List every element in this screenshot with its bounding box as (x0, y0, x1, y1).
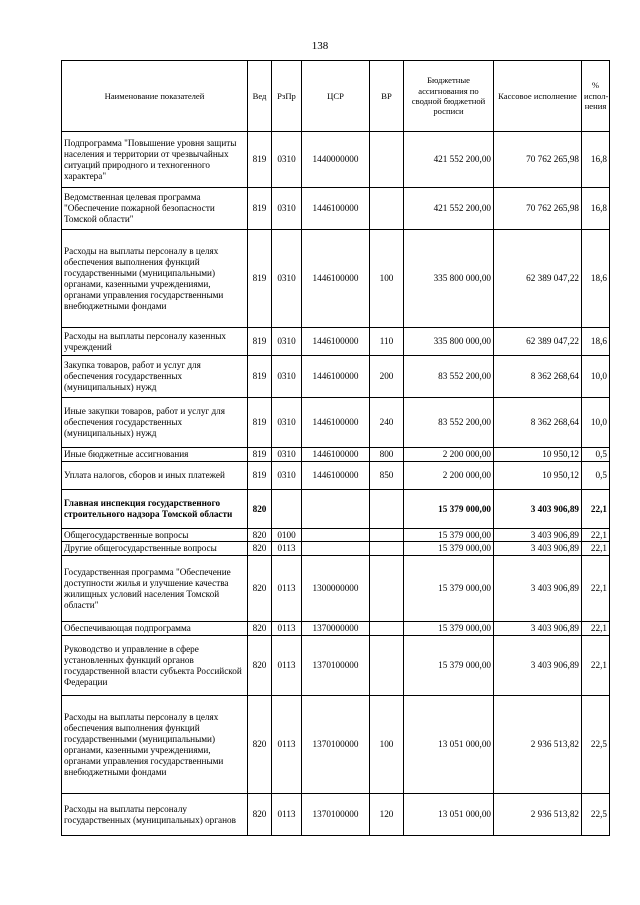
row-cash: 70 762 265,98 (494, 132, 582, 188)
table-row (62, 794, 610, 836)
row-ved: 820 (248, 556, 272, 622)
row-assignment: 335 800 000,00 (404, 230, 494, 328)
row-assignment: 335 800 000,00 (404, 328, 494, 356)
row-name: Иные закупки товаров, работ и услуг для обеспечения государственных (муниципальных) нужд (62, 398, 248, 448)
row-ved: 819 (248, 356, 272, 398)
row-rzpr: 0113 (272, 696, 302, 794)
budget-table (61, 60, 610, 836)
row-csr: 1370100000 (302, 696, 370, 794)
row-assignment: 2 200 000,00 (404, 448, 494, 462)
row-csr: 1446100000 (302, 188, 370, 230)
table-row (62, 556, 610, 622)
row-percent: 22,1 (582, 636, 610, 696)
row-name: Иные бюджетные ассигнования (62, 448, 248, 462)
row-ved: 819 (248, 328, 272, 356)
row-name: Руководство и управление в сфере установленных функций органов государственной власти субъекта Российской Федерации (62, 636, 248, 696)
table-row (62, 636, 610, 696)
row-cash: 10 950,12 (494, 462, 582, 490)
row-ved: 819 (248, 188, 272, 230)
row-rzpr: 0113 (272, 794, 302, 836)
row-vr: 120 (370, 794, 404, 836)
row-name: Уплата налогов, сборов и иных платежей (62, 462, 248, 490)
row-name: Ведомственная целевая программа "Обеспечение пожарной безопасности Томской области" (62, 188, 248, 230)
row-cash: 62 389 047,22 (494, 230, 582, 328)
row-csr: 1370100000 (302, 636, 370, 696)
table-row (62, 230, 610, 328)
row-ved: 820 (248, 622, 272, 636)
row-name: Расходы на выплаты персоналу казенных учреждений (62, 328, 248, 356)
row-name: Главная инспекция государственного строительного надзора Томской области (62, 490, 248, 529)
header-assignments: Бюджетные ассигнования по сводной бюджетной росписи (404, 61, 494, 132)
row-assignment: 83 552 200,00 (404, 356, 494, 398)
table-row (62, 398, 610, 448)
row-assignment: 15 379 000,00 (404, 556, 494, 622)
row-assignment: 15 379 000,00 (404, 622, 494, 636)
row-name: Государственная программа "Обеспечение доступности жилья и улучшение качества жилищных условий населения Томской области" (62, 556, 248, 622)
row-assignment: 15 379 000,00 (404, 542, 494, 556)
row-csr: 1446100000 (302, 356, 370, 398)
row-percent: 16,8 (582, 188, 610, 230)
row-percent: 22,1 (582, 542, 610, 556)
table-row (62, 448, 610, 462)
row-csr: 1446100000 (302, 230, 370, 328)
row-csr (302, 490, 370, 529)
row-ved: 820 (248, 636, 272, 696)
row-ved: 819 (248, 132, 272, 188)
table-row (62, 188, 610, 230)
row-rzpr: 0113 (272, 542, 302, 556)
row-rzpr: 0113 (272, 636, 302, 696)
row-cash: 3 403 906,89 (494, 542, 582, 556)
row-assignment: 15 379 000,00 (404, 490, 494, 529)
row-rzpr: 0100 (272, 529, 302, 542)
row-cash: 2 936 513,82 (494, 696, 582, 794)
row-csr: 1446100000 (302, 448, 370, 462)
header-ved: Вед (248, 61, 272, 132)
row-vr: 200 (370, 356, 404, 398)
row-percent: 22,1 (582, 622, 610, 636)
header-cash-execution: Кассовое исполнение (494, 61, 582, 132)
row-cash: 10 950,12 (494, 448, 582, 462)
row-cash: 3 403 906,89 (494, 490, 582, 529)
row-rzpr: 0310 (272, 328, 302, 356)
row-vr (370, 132, 404, 188)
table-header-row (62, 61, 610, 132)
row-name: Расходы на выплаты персоналу в целях обеспечения выполнения функций государственными (муниципальными) органами, казенными учреждениями, органами управления государственными внебюджетными фондами (62, 230, 248, 328)
row-ved: 820 (248, 794, 272, 836)
row-percent: 22,1 (582, 529, 610, 542)
row-assignment: 13 051 000,00 (404, 794, 494, 836)
row-ved: 819 (248, 398, 272, 448)
table-row (62, 622, 610, 636)
row-cash: 62 389 047,22 (494, 328, 582, 356)
row-cash: 2 936 513,82 (494, 794, 582, 836)
row-cash: 3 403 906,89 (494, 622, 582, 636)
row-name: Другие общегосударственные вопросы (62, 542, 248, 556)
row-name: Расходы на выплаты персоналу в целях обеспечения выполнения функций государственными (муниципальными) органами, казенными учреждениями, органами управления государственными внебюджетными фондами (62, 696, 248, 794)
header-vr: ВР (370, 61, 404, 132)
row-name: Подпрограмма "Повышение уровня защиты населения и территории от чрезвычайных ситуаций природного и техногенного характера" (62, 132, 248, 188)
row-name: Закупка товаров, работ и услуг для обеспечения государственных (муниципальных) нужд (62, 356, 248, 398)
row-ved: 820 (248, 490, 272, 529)
row-rzpr: 0310 (272, 356, 302, 398)
row-vr (370, 542, 404, 556)
row-ved: 820 (248, 696, 272, 794)
row-rzpr: 0310 (272, 398, 302, 448)
row-vr: 110 (370, 328, 404, 356)
table-row (62, 696, 610, 794)
row-vr: 100 (370, 230, 404, 328)
page-number: 138 (311, 40, 329, 52)
row-percent: 10,0 (582, 398, 610, 448)
row-assignment: 15 379 000,00 (404, 529, 494, 542)
row-percent: 16,8 (582, 132, 610, 188)
row-assignment: 15 379 000,00 (404, 636, 494, 696)
row-cash: 70 762 265,98 (494, 188, 582, 230)
row-assignment: 421 552 200,00 (404, 188, 494, 230)
row-csr: 1440000000 (302, 132, 370, 188)
row-vr: 240 (370, 398, 404, 448)
header-percent: % испол-нения (582, 61, 610, 132)
row-ved: 820 (248, 542, 272, 556)
row-percent: 18,6 (582, 328, 610, 356)
row-rzpr: 0310 (272, 230, 302, 328)
row-csr (302, 529, 370, 542)
row-vr (370, 490, 404, 529)
row-vr (370, 622, 404, 636)
row-percent: 0,5 (582, 462, 610, 490)
row-percent: 0,5 (582, 448, 610, 462)
row-percent: 22,5 (582, 696, 610, 794)
row-percent: 10,0 (582, 356, 610, 398)
row-assignment: 13 051 000,00 (404, 696, 494, 794)
row-vr: 100 (370, 696, 404, 794)
row-name: Расходы на выплаты персоналу государственных (муниципальных) органов (62, 794, 248, 836)
row-assignment: 2 200 000,00 (404, 462, 494, 490)
table-row (62, 328, 610, 356)
row-rzpr: 0310 (272, 132, 302, 188)
row-name: Общегосударственные вопросы (62, 529, 248, 542)
row-rzpr: 0310 (272, 462, 302, 490)
row-csr (302, 542, 370, 556)
row-csr: 1370000000 (302, 622, 370, 636)
row-rzpr (272, 490, 302, 529)
row-percent: 18,6 (582, 230, 610, 328)
table-row (62, 462, 610, 490)
row-ved: 820 (248, 529, 272, 542)
row-rzpr: 0310 (272, 188, 302, 230)
row-csr: 1300000000 (302, 556, 370, 622)
table-row (62, 542, 610, 556)
row-vr: 800 (370, 448, 404, 462)
row-assignment: 421 552 200,00 (404, 132, 494, 188)
row-percent: 22,1 (582, 556, 610, 622)
row-rzpr: 0113 (272, 622, 302, 636)
table-row (62, 529, 610, 542)
row-percent: 22,5 (582, 794, 610, 836)
row-cash: 3 403 906,89 (494, 529, 582, 542)
header-rzpr: РзПр (272, 61, 302, 132)
table-row (62, 356, 610, 398)
table-row (62, 132, 610, 188)
row-percent: 22,1 (582, 490, 610, 529)
row-ved: 819 (248, 448, 272, 462)
row-vr (370, 188, 404, 230)
row-cash: 8 362 268,64 (494, 356, 582, 398)
row-csr: 1446100000 (302, 398, 370, 448)
row-cash: 8 362 268,64 (494, 398, 582, 448)
row-assignment: 83 552 200,00 (404, 398, 494, 448)
row-csr: 1446100000 (302, 462, 370, 490)
row-csr: 1446100000 (302, 328, 370, 356)
row-ved: 819 (248, 230, 272, 328)
row-rzpr: 0310 (272, 448, 302, 462)
table-row (62, 490, 610, 529)
row-cash: 3 403 906,89 (494, 636, 582, 696)
row-name: Обеспечивающая подпрограмма (62, 622, 248, 636)
header-name: Наименование показателей (62, 61, 248, 132)
row-vr (370, 556, 404, 622)
header-csr: ЦСР (302, 61, 370, 132)
row-rzpr: 0113 (272, 556, 302, 622)
row-cash: 3 403 906,89 (494, 556, 582, 622)
row-vr: 850 (370, 462, 404, 490)
row-vr (370, 636, 404, 696)
row-vr (370, 529, 404, 542)
row-csr: 1370100000 (302, 794, 370, 836)
row-ved: 819 (248, 462, 272, 490)
